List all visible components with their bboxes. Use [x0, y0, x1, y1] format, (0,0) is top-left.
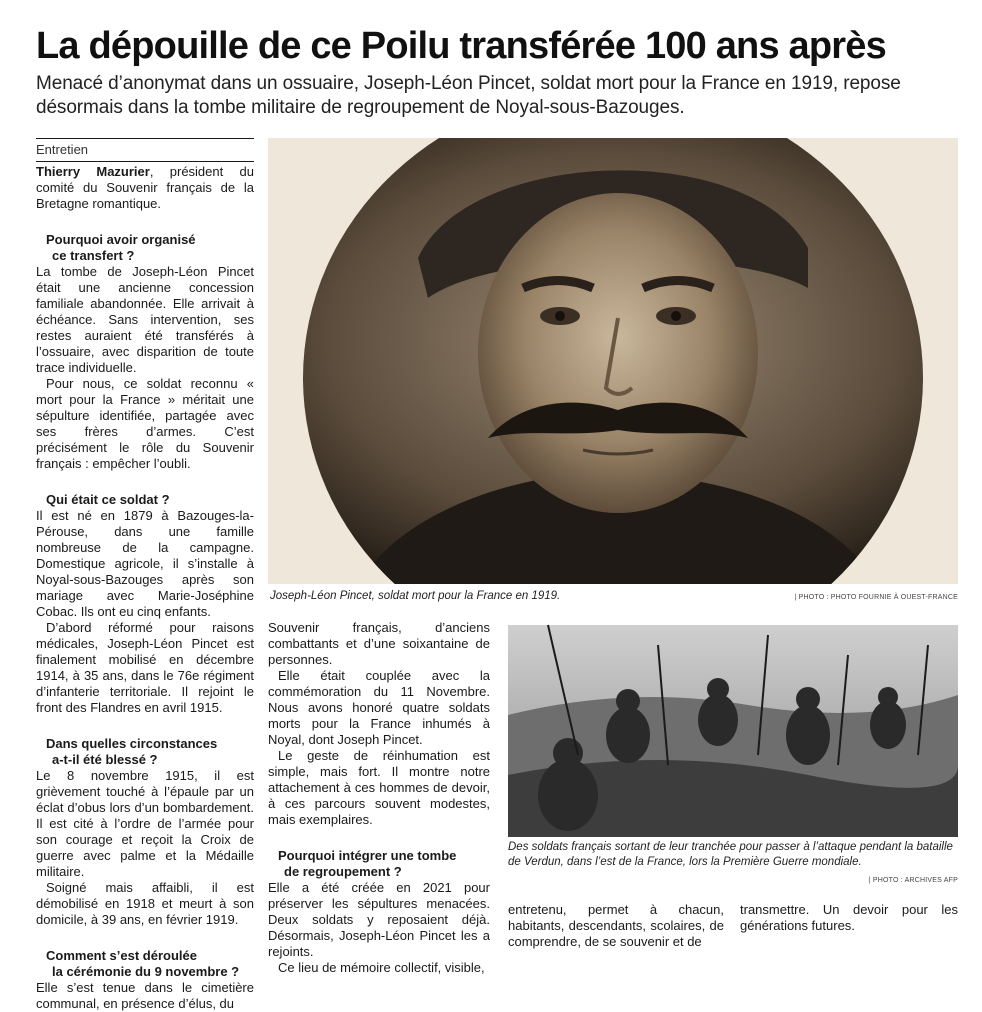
portrait-illustration: [268, 138, 958, 584]
answer-3-paragraph-1: Le 8 novembre 1915, il est grièvement touché à l’épaule par un éclat d’obus lors d’un bombardement. Il est cité à l’ordre de l’armée pour son courage et reçoit la Croix de guerre avec palme et la Médaille militaire.: [36, 768, 254, 879]
question-1-line-1: Pourquoi avoir organisé: [46, 232, 196, 247]
answer-2-paragraph-1: Il est né en 1879 à Bazouges-la-Pérouse, dans une famille nombreuse de la campagne. Domestique agricole, il s’installe à Noyal-sous-Bazouges après son mariage avec Marie-Joséphine Cobac. Ils ont eu cinq enfants.: [36, 508, 254, 619]
battle-caption: Des soldats français sortant de leur tranchée pour passer à l’attaque pendant la bataille de Verdun, dans l’est de la France, lors la Première Guerre mondiale.: [508, 841, 953, 868]
rubric-label: Entretien: [36, 138, 254, 162]
column-4: [740, 902, 958, 934]
battle-photo: [508, 625, 958, 837]
answer-1-paragraph-1: La tombe de Joseph-Léon Pincet était une ancienne concession familiale abandonnée. Elle arrivait à échéance. Sans intervention, ses restes auraient été transférés à l’ossuaire, avec disparition de toute trace individuelle.: [36, 264, 254, 375]
question-3-line-2: a-t-il été blessé ?: [52, 752, 158, 767]
question-1: [36, 232, 254, 264]
column-2: [268, 620, 490, 976]
question-5: [268, 848, 490, 880]
answer-1-paragraph-2: Pour nous, ce soldat reconnu « mort pour la France » méritait une sépulture identifiée, partagée avec ses frères d’armes. C’est précisément le rôle du Souvenir français : empêcher l’oubli.: [36, 376, 254, 471]
rubric-block: [36, 138, 254, 162]
question-2: [36, 492, 254, 508]
question-5-line-2: de regroupement ?: [284, 864, 402, 879]
question-1-line-2: ce transfert ?: [52, 248, 135, 263]
question-3-line-1: Dans quelles circonstances: [46, 736, 218, 751]
column-1: [36, 164, 254, 1012]
interviewee-name: Thierry Mazurier: [36, 164, 150, 179]
question-2-line-1: Qui était ce soldat ?: [46, 492, 170, 507]
portrait-photo: [268, 138, 958, 584]
answer-3-paragraph-2: Soigné mais affaibli, il est démobilisé en 1918 et meurt à son domicile, à 39 ans, en février 1919.: [36, 880, 254, 927]
question-4-line-1: Comment s’est déroulée: [46, 948, 197, 963]
portrait-credit: | PHOTO : PHOTO FOURNIE À OUEST-FRANCE: [794, 594, 958, 601]
battle-credit: | PHOTO : ARCHIVES AFP: [868, 877, 958, 884]
answer-2-paragraph-2: D’abord réformé pour raisons médicales, Joseph-Léon Pincet est finalement mobilisé en décembre 1914, à 35 ans, dans le 76e régiment d’infanterie territoriale. Il rejoint le front des Flandres en avril 1915.: [36, 620, 254, 715]
question-4-line-2: la cérémonie du 9 novembre ?: [52, 964, 240, 979]
column-2-paragraph-3: Le geste de réinhumation est simple, mais fort. Il montre notre attachement à ces hommes de devoir, à ces parcours souvent modestes, mais exemplaires.: [268, 748, 490, 827]
portrait-caption: Joseph-Léon Pincet, soldat mort pour la France en 1919.: [270, 590, 561, 602]
answer-4-paragraph-1: Elle s’est tenue dans le cimetière communal, en présence d’élus, du: [36, 980, 254, 1011]
intro-paragraph: [36, 164, 254, 212]
answer-5-paragraph-2: Ce lieu de mémoire collectif, visible,: [278, 960, 485, 975]
interviewee-role: , président du comité du Souvenir français de la Bretagne romantique.: [36, 164, 254, 211]
column-3-paragraph-1: entretenu, permet à chacun, habitants, descendants, scolaires, de comprendre, de se souvenir et de: [508, 902, 724, 949]
standfirst: Menacé d’anonymat dans un ossuaire, Joseph-Léon Pincet, soldat mort pour la France en 1919, repose désormais dans la tombe militaire de regroupement de Noyal-sous-Bazouges.: [36, 73, 901, 118]
column-2-paragraph-1: Souvenir français, d’anciens combattants et d’une soixantaine de personnes.: [268, 620, 490, 667]
column-3: [508, 902, 724, 950]
column-2-paragraph-2: Elle était couplée avec la commémoration du 11 Novembre. Nous avons honoré quatre soldats morts pour la France inhumés à Noyal, dont Joseph Pincet.: [268, 668, 490, 747]
column-4-paragraph-1: transmettre. Un devoir pour les générations futures.: [740, 902, 958, 933]
question-5-line-1: Pourquoi intégrer une tombe: [278, 848, 457, 863]
battle-illustration: [508, 625, 958, 837]
headline: La dépouille de ce Poilu transférée 100 ans après: [36, 25, 886, 67]
answer-5-paragraph-1: Elle a été créée en 2021 pour préserver les sépultures menacées. Deux soldats y reposaient déjà. Désormais, Joseph-Léon Pincet les a rejoints.: [268, 880, 490, 959]
question-4: [36, 948, 254, 980]
question-3: [36, 736, 254, 768]
